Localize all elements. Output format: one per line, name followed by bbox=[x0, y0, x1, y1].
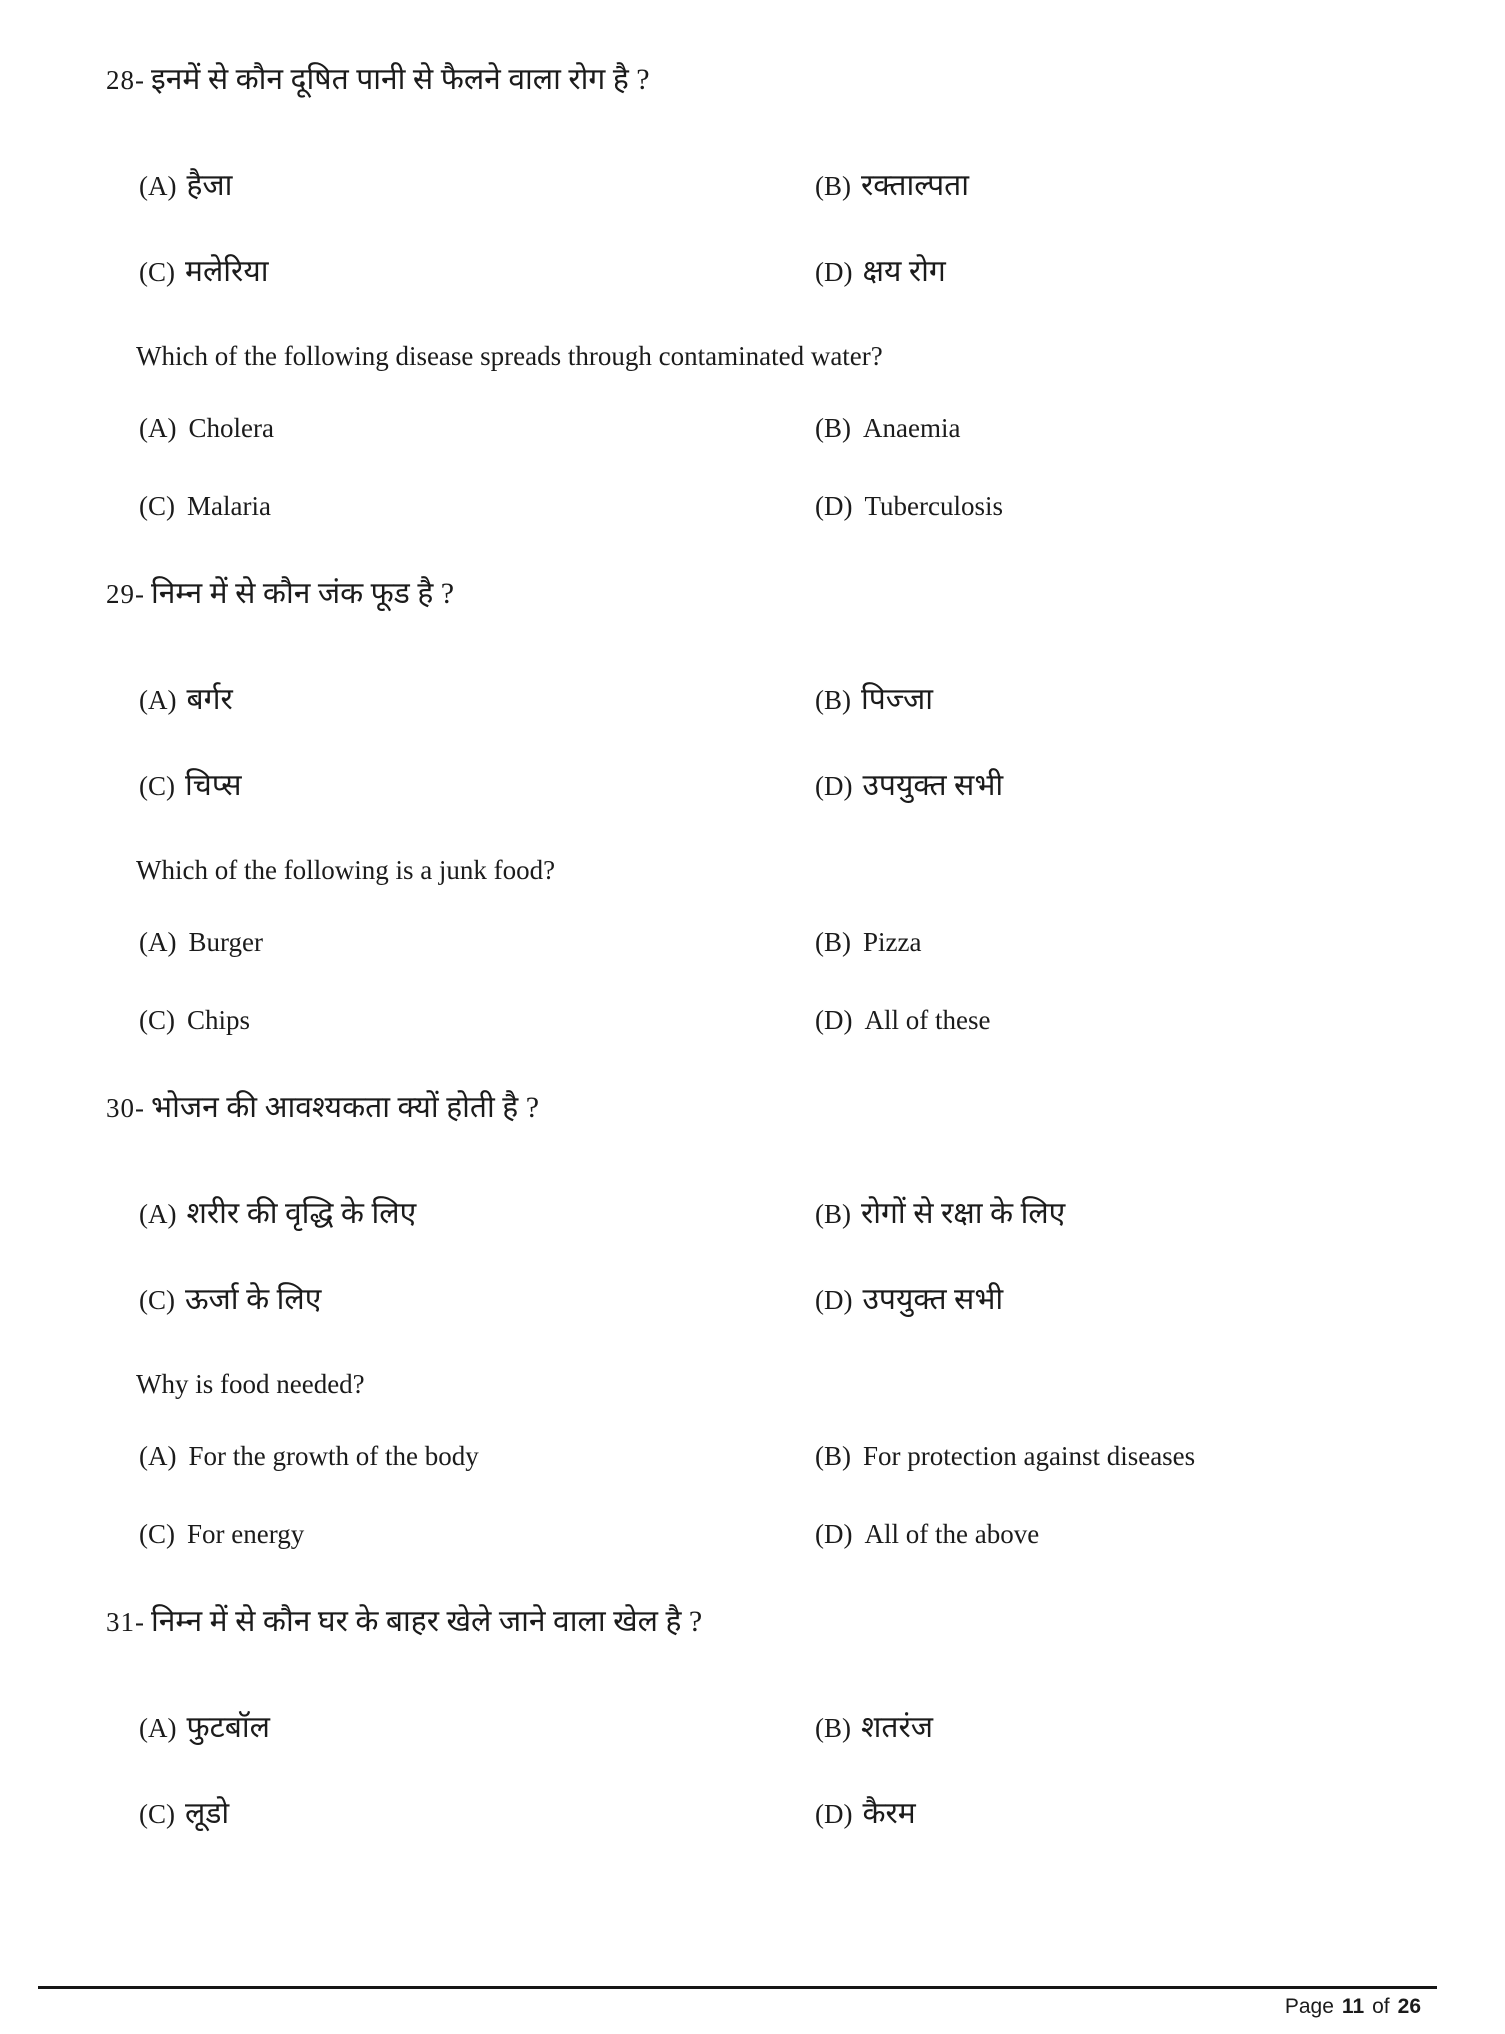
option-a bbox=[139, 1194, 815, 1234]
option-b bbox=[815, 924, 1505, 960]
question-30-hindi-options-row-1 bbox=[0, 1194, 1505, 1234]
question-text-hindi: निम्न में से कौन घर के बाहर खेले जाने वाला खेल है ? bbox=[151, 1605, 703, 1638]
option-text: मलेरिया bbox=[185, 255, 269, 288]
option-label: (D) bbox=[815, 1285, 853, 1315]
question-text-hindi: निम्न में से कौन जंक फूड है ? bbox=[151, 577, 455, 610]
question-28-english-options-row-2 bbox=[0, 488, 1505, 524]
question-31 bbox=[0, 1600, 1505, 1834]
footer-page-number: 11 bbox=[1341, 1995, 1365, 2018]
option-label: (A) bbox=[139, 1713, 177, 1743]
question-29-english-text: Which of the following is a junk food? bbox=[136, 855, 556, 885]
option-label: (A) bbox=[139, 171, 177, 201]
option-label: (C) bbox=[139, 257, 175, 287]
footer-page-label: Page bbox=[1284, 1995, 1334, 2018]
question-28-english-options-row-1 bbox=[0, 410, 1505, 446]
question-30-english-text: Why is food needed? bbox=[136, 1369, 365, 1399]
question-29-hindi-heading bbox=[0, 572, 1505, 616]
option-label: (B) bbox=[815, 1713, 851, 1743]
option-text: Tuberculosis bbox=[864, 491, 1004, 521]
question-30-hindi-options-row-2 bbox=[0, 1280, 1505, 1320]
option-label: (C) bbox=[139, 491, 175, 521]
option-d bbox=[815, 1794, 1505, 1834]
option-text: For the growth of the body bbox=[188, 1441, 479, 1471]
option-c bbox=[139, 488, 815, 524]
question-31-hindi-options-row-2 bbox=[0, 1794, 1505, 1834]
option-a bbox=[139, 680, 815, 720]
question-29-hindi-options-row-2 bbox=[0, 766, 1505, 806]
question-31-hindi-heading bbox=[0, 1600, 1505, 1644]
question-text-hindi: इनमें से कौन दूषित पानी से फैलने वाला रोग है ? bbox=[151, 63, 650, 96]
option-text: क्षय रोग bbox=[862, 255, 946, 288]
option-label: (A) bbox=[139, 685, 177, 715]
option-text: Malaria bbox=[187, 491, 271, 521]
option-b bbox=[815, 410, 1505, 446]
question-29 bbox=[0, 572, 1505, 1038]
option-text: शरीर की वृद्धि के लिए bbox=[186, 1197, 417, 1230]
option-text: हैजा bbox=[186, 169, 233, 202]
option-b bbox=[815, 680, 1505, 720]
option-c bbox=[139, 1002, 815, 1038]
question-number: 31- bbox=[106, 1607, 145, 1637]
question-28-hindi-heading bbox=[0, 58, 1505, 102]
option-text: पिज्जा bbox=[861, 683, 933, 716]
option-text: All of the above bbox=[864, 1519, 1040, 1549]
option-label: (B) bbox=[815, 1199, 851, 1229]
question-30-english-options-row-1 bbox=[0, 1438, 1505, 1474]
option-d bbox=[815, 1002, 1505, 1038]
option-text: लूडो bbox=[185, 1797, 230, 1830]
option-label: (C) bbox=[139, 1799, 175, 1829]
question-number: 30- bbox=[106, 1093, 145, 1123]
option-c bbox=[139, 1280, 815, 1320]
option-b bbox=[815, 1438, 1505, 1474]
page-footer bbox=[38, 1986, 1437, 2019]
question-31-hindi-options-row-1 bbox=[0, 1708, 1505, 1748]
option-c bbox=[139, 1516, 815, 1552]
question-number: 28- bbox=[106, 65, 145, 95]
option-text: बर्गर bbox=[186, 683, 233, 716]
question-28-hindi-options-row-2 bbox=[0, 252, 1505, 292]
question-28-english-text: Which of the following disease spreads through contaminated water? bbox=[136, 341, 883, 371]
option-label: (D) bbox=[815, 1005, 853, 1035]
option-text: शतरंज bbox=[861, 1711, 934, 1744]
option-d bbox=[815, 488, 1505, 524]
option-text: Chips bbox=[187, 1005, 251, 1035]
option-text: रक्ताल्पता bbox=[861, 169, 969, 202]
option-label: (D) bbox=[815, 1799, 853, 1829]
option-text: चिप्स bbox=[185, 769, 242, 802]
option-text: Pizza bbox=[863, 927, 922, 957]
option-label: (A) bbox=[139, 413, 177, 443]
option-text: For protection against diseases bbox=[863, 1441, 1196, 1471]
option-d bbox=[815, 1280, 1505, 1320]
question-28 bbox=[0, 58, 1505, 524]
option-label: (B) bbox=[815, 1441, 851, 1471]
footer-total-pages: 26 bbox=[1397, 1995, 1421, 2018]
option-d bbox=[815, 252, 1505, 292]
option-label: (C) bbox=[139, 1005, 175, 1035]
option-label: (C) bbox=[139, 771, 175, 801]
option-c bbox=[139, 1794, 815, 1834]
question-28-hindi-options-row-1 bbox=[0, 166, 1505, 206]
question-30-hindi-heading bbox=[0, 1086, 1505, 1130]
option-text: उपयुक्त सभी bbox=[862, 1283, 1004, 1316]
option-text: कैरम bbox=[862, 1797, 916, 1830]
option-a bbox=[139, 1438, 815, 1474]
option-b bbox=[815, 1708, 1505, 1748]
option-label: (D) bbox=[815, 257, 853, 287]
option-a bbox=[139, 410, 815, 446]
option-label: (B) bbox=[815, 171, 851, 201]
option-c bbox=[139, 766, 815, 806]
question-30-english-options-row-2 bbox=[0, 1516, 1505, 1552]
option-label: (A) bbox=[139, 1199, 177, 1229]
option-a bbox=[139, 924, 815, 960]
option-a bbox=[139, 166, 815, 206]
option-a bbox=[139, 1708, 815, 1748]
option-label: (B) bbox=[815, 413, 851, 443]
option-label: (C) bbox=[139, 1519, 175, 1549]
question-29-english-options-row-2 bbox=[0, 1002, 1505, 1038]
question-number: 29- bbox=[106, 579, 145, 609]
question-29-hindi-options-row-1 bbox=[0, 680, 1505, 720]
option-text: रोगों से रक्षा के लिए bbox=[861, 1197, 1066, 1230]
footer-of-label: of bbox=[1372, 1995, 1390, 2018]
option-text: उपयुक्त सभी bbox=[862, 769, 1004, 802]
option-text: For energy bbox=[187, 1519, 305, 1549]
option-d bbox=[815, 766, 1505, 806]
option-d bbox=[815, 1516, 1505, 1552]
option-text: ऊर्जा के लिए bbox=[185, 1283, 322, 1316]
option-c bbox=[139, 252, 815, 292]
option-label: (B) bbox=[815, 927, 851, 957]
option-text: फुटबॉल bbox=[186, 1711, 270, 1744]
option-label: (A) bbox=[139, 1441, 177, 1471]
option-label: (D) bbox=[815, 491, 853, 521]
question-text-hindi: भोजन की आवश्यकता क्यों होती है ? bbox=[151, 1091, 540, 1124]
option-text: Cholera bbox=[188, 413, 274, 443]
option-label: (B) bbox=[815, 685, 851, 715]
option-label: (D) bbox=[815, 1519, 853, 1549]
option-label: (A) bbox=[139, 927, 177, 957]
option-b bbox=[815, 1194, 1505, 1234]
question-29-english-options-row-1 bbox=[0, 924, 1505, 960]
option-b bbox=[815, 166, 1505, 206]
question-30 bbox=[0, 1086, 1505, 1552]
option-text: All of these bbox=[864, 1005, 991, 1035]
option-text: Anaemia bbox=[863, 413, 961, 443]
option-label: (D) bbox=[815, 771, 853, 801]
option-label: (C) bbox=[139, 1285, 175, 1315]
option-text: Burger bbox=[188, 927, 263, 957]
